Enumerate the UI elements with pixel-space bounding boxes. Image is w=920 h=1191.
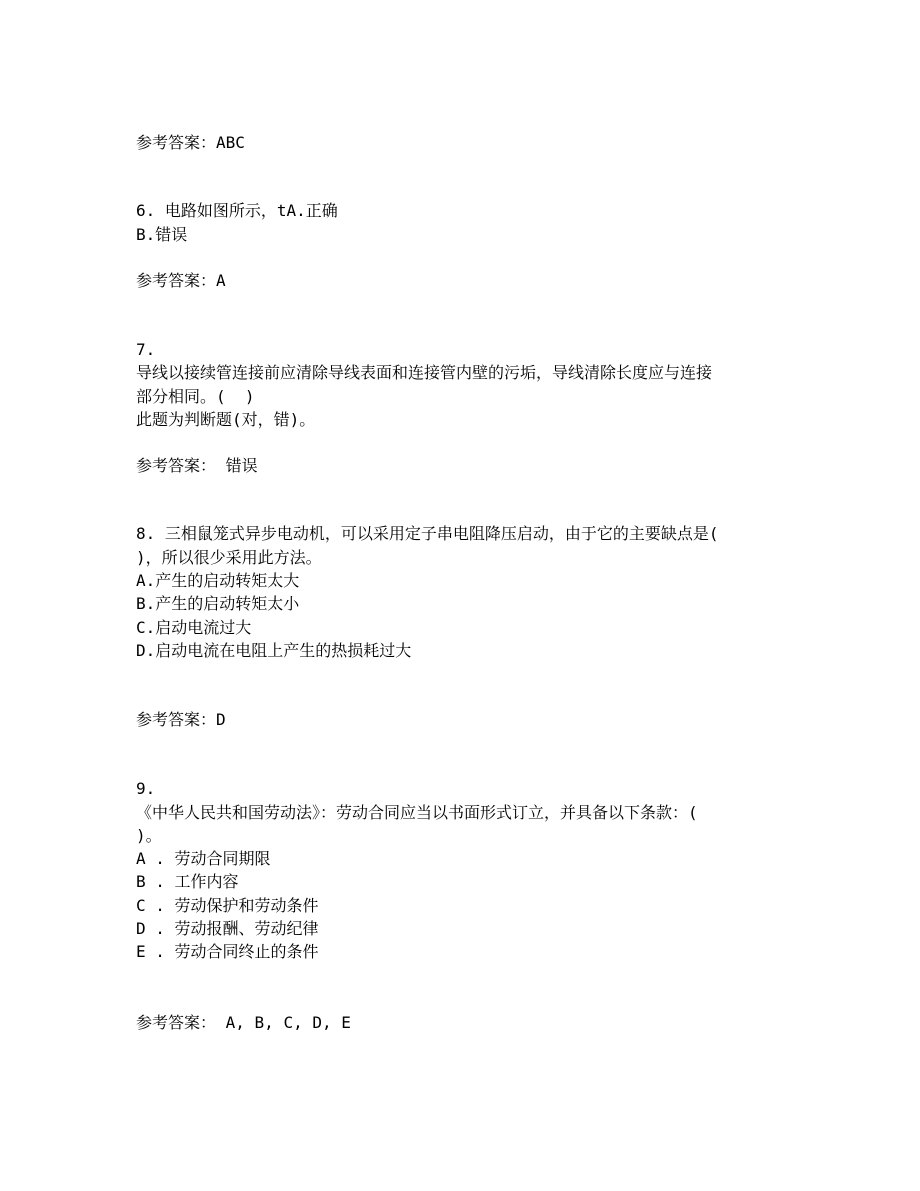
answer-line [136,454,258,478]
answer-line [136,131,245,155]
option-line: B.错误 [136,225,188,244]
option-line: D.启动电流在电阻上产生的热损耗过大 [136,641,412,660]
answer-value: A [216,271,226,290]
answer-value: A, B, C, D, E [216,1013,351,1032]
question-number: 6. [136,201,156,220]
question-text-line: )，所以很少采用此方法。 [136,548,322,567]
answer-value: D [216,710,226,729]
answer-prefix: 参考答案： [136,710,217,729]
option-line: B.产生的启动转矩太小 [136,594,300,613]
answer-value: ABC [216,133,245,152]
question-text-line: )。 [136,826,162,845]
option-line: C . 劳动保护和劳动条件 [136,896,319,915]
option-line: B . 工作内容 [136,872,239,891]
question-number: 9. [136,779,156,798]
option-line: A . 劳动合同期限 [136,849,271,868]
option-line: A.产生的启动转矩太大 [136,571,300,590]
answer-line [136,269,226,293]
question-text-line: 部分相同。( ) [136,387,255,406]
question-text-line: 导线以接续管连接前应清除导线表面和连接管内壁的污垢，导线清除长度应与连接 [136,363,713,382]
question-text: 电路如图所示，tA.正确 [164,201,338,220]
question-number: 8. [136,524,156,543]
answer-prefix: 参考答案： [136,1013,217,1032]
answer-prefix: 参考答案： [136,271,217,290]
option-line: E . 劳动合同终止的条件 [136,942,319,961]
question-text-line: 此题为判断题(对，错)。 [136,410,316,429]
question-text-line: 《中华人民共和国劳动法》：劳动合同应当以书面形式订立，并具备以下条款：( [136,803,698,822]
answer-prefix: 参考答案： [136,133,217,152]
question-number: 7. [136,340,156,359]
answer-value: 错误 [216,456,258,475]
question-8-line [136,522,719,546]
answer-prefix: 参考答案： [136,456,217,475]
option-line: D . 劳动报酬、劳动纪律 [136,919,319,938]
question-6-line [136,199,338,223]
answer-line [136,708,226,732]
option-line: C.启动电流过大 [136,618,252,637]
answer-line [136,1011,351,1035]
question-text: 三相鼠笼式异步电动机，可以采用定子串电阻降压启动，由于它的主要缺点是( [164,524,719,543]
